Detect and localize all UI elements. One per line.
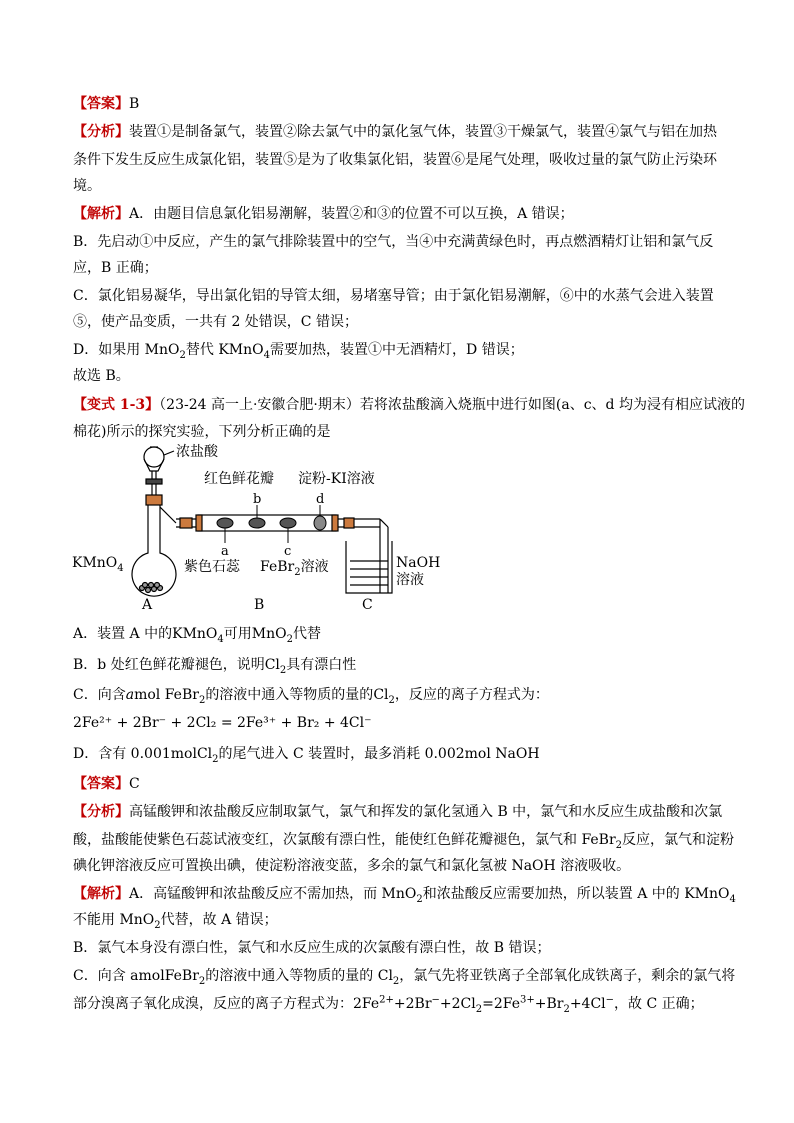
label-b: b <box>253 492 262 507</box>
explain-text: +Br <box>534 996 564 1012</box>
option-text: KMnO <box>172 626 218 642</box>
subscript: 2 <box>475 1003 483 1015</box>
subscript: 2 <box>615 839 623 851</box>
superscript: − <box>605 994 615 1006</box>
variant-stem-line-2 <box>73 423 723 441</box>
option-text: Cl <box>373 687 389 703</box>
label-naoh: NaOH <box>396 555 441 571</box>
explain-text: B．先启动①中反应，产生的氯气排除装置中的空气，当④中充满黄绿色时，再点燃酒精灯让铝和氯气反 <box>73 234 714 250</box>
explain-text: 和浓盐酸反应需要加热，所以装置 A 中的 KMnO <box>422 886 730 902</box>
analysis-tag: 【分析】 <box>73 804 129 820</box>
option-text: mol FeBr <box>134 687 199 703</box>
explain-text: A．由题目信息氯化铝易潮解，装置②和③的位置不可以互换，A 错误； <box>129 206 574 222</box>
explain-text: ，故 C 正确； <box>614 996 704 1012</box>
variant-stem: 棉花)所示的探究实验，下列分析正确的是 <box>73 424 331 440</box>
analysis-text: 境。 <box>73 178 101 194</box>
variant-stem-line-1 <box>73 396 745 414</box>
answer-value: B <box>129 96 140 112</box>
subscript: 2 <box>416 893 423 905</box>
separatory-funnel <box>144 447 174 495</box>
variant-tag: 【变式 1-3】 <box>73 397 160 413</box>
label-d: d <box>316 492 325 507</box>
beaker <box>346 541 392 593</box>
variant-stem: 若将浓盐酸滴入烧瓶中进行如图(a、c、d 均为浸有相应试液的 <box>359 397 745 413</box>
explain2-line-c2 <box>73 995 723 1013</box>
analysis-line-3 <box>73 177 723 195</box>
explain-text: D．如果用 MnO <box>73 342 180 358</box>
subscript: 4 <box>217 633 224 645</box>
option-text: 可用 <box>223 626 252 642</box>
subscript: 2 <box>212 753 219 765</box>
analysis2-line-1 <box>73 803 723 821</box>
analysis-text: 反应，氯气和淀粉 <box>622 832 735 848</box>
explain-text: 代替，故 A 错误； <box>160 912 278 928</box>
analysis-text: 装置①是制备氯气，装置②除去氯气中的氯化氢气体，装置③干燥氯气，装置④氯气与铝在加热 <box>129 124 717 140</box>
answer-tag: 【答案】 <box>73 96 129 112</box>
subscript: 2 <box>198 694 206 706</box>
subscript: 4 <box>263 349 271 361</box>
explain-text: +2Br <box>393 996 432 1012</box>
option-text: D．含有 0.001mol <box>73 746 197 762</box>
subscript: 2 <box>154 919 161 931</box>
subscript: 2 <box>392 975 400 987</box>
label-petal: 红色鲜花瓣 <box>204 471 274 487</box>
explain-text: +2Cl <box>439 996 476 1012</box>
subscript: 2 <box>388 694 395 706</box>
analysis-text: 高锰酸钾和浓盐酸反应制取氯气，氯气和挥发的氯化氢通入 B 中，氯气和水反应生成盐酸和次氯 <box>129 804 723 820</box>
superscript: 3+ <box>519 994 535 1006</box>
analysis2-line-2 <box>73 831 735 851</box>
label-kmno4: KMnO$_4$ <box>72 555 124 574</box>
analysis-tag: 【分析】 <box>73 124 129 140</box>
apparatus-figure <box>70 443 450 618</box>
explain-line-b1 <box>73 233 723 251</box>
label-naoh-solution: 溶液 <box>396 572 424 588</box>
label-a: a <box>221 544 229 559</box>
explain-tag: 【解析】 <box>73 206 129 222</box>
explain2-line-a1 <box>73 885 736 905</box>
option-text: C．向含 <box>73 687 126 703</box>
label-litmus: 紫色石蕊 <box>184 559 240 575</box>
option-b <box>73 656 723 674</box>
explain-text: 应，B 正确； <box>73 260 158 276</box>
explain-text: 的溶液中通入等物质的量的 Cl <box>205 968 393 984</box>
label-c: c <box>284 544 292 559</box>
explain-text: B．氯气本身没有漂白性，氯气和水反应生成的次氯酸有漂白性，故 B 错误； <box>73 940 551 956</box>
option-text: 具有漂白性 <box>286 657 357 673</box>
analysis-text: 酸，盐酸能使紫色石蕊试液变红，次氯酸有漂白性，能使红色鲜花瓣褪色，氯气和 FeBr <box>73 832 616 848</box>
option-text: B．b 处红色鲜花瓣褪色，说明 <box>73 657 265 673</box>
explain2-line-a2 <box>73 911 723 929</box>
explain-text: 替代 KMnO <box>185 342 264 358</box>
apparatus-diagram <box>70 443 450 618</box>
answer-tag: 【答案】 <box>73 776 129 792</box>
option-text: A．装置 A 中的 <box>73 626 173 642</box>
explain-line-b2 <box>73 259 723 277</box>
label-starch-ki: 淀粉-KI溶液 <box>298 471 375 487</box>
variant-source: （23-24 高一上·安徽合肥·期末） <box>159 397 360 413</box>
label-C: C <box>362 597 373 613</box>
option-c <box>73 686 723 704</box>
subscript: 4 <box>729 893 736 905</box>
superscript: 2+ <box>379 994 394 1006</box>
answer-value: C <box>129 776 140 792</box>
option-a <box>73 625 723 643</box>
analysis-text: 碘化钾溶液反应可置换出碘，使淀粉溶液变蓝，多余的氯气和氯化氢被 NaOH 溶液吸收。 <box>73 858 631 874</box>
explain-line-c1 <box>73 287 723 305</box>
conclusion-line <box>73 367 723 385</box>
explain-text: A．高锰酸钾和浓盐酸反应不需加热，而 MnO <box>129 886 417 902</box>
ionic-equation: 2Fe²⁺ + 2Br⁻ + 2Cl₂ = 2Fe³⁺ + Br₂ + 4Cl⁻ <box>73 715 372 731</box>
answer-line-2 <box>73 775 723 793</box>
explain-text: +4Cl <box>569 996 606 1012</box>
subscript: 2 <box>279 664 287 676</box>
subscript: 2 <box>563 1003 570 1015</box>
label-conc-hcl: 浓盐酸 <box>176 444 218 460</box>
analysis-line-1 <box>73 123 723 141</box>
option-text: 的尾气进入 C 装置时，最多消耗 0.002mol NaOH <box>218 746 540 762</box>
option-text: 代替 <box>293 626 322 642</box>
option-d <box>73 745 723 763</box>
explain2-line-b <box>73 939 723 957</box>
explain-text: C．氯化铝易凝华，导出氯化铝的导管太细，易堵塞导管；由于氯化铝易潮解，⑥中的水蒸气会进入装置 <box>73 288 714 304</box>
explain-line-c2 <box>73 313 723 331</box>
subscript: 2 <box>179 349 186 361</box>
explain-line-d <box>73 341 723 359</box>
subscript: 2 <box>198 975 206 987</box>
round-bottom-flask <box>132 495 176 596</box>
conclusion-text: 故选 B。 <box>73 368 130 384</box>
superscript: − <box>431 994 440 1006</box>
explain-tag: 【解析】 <box>73 886 129 902</box>
explain-text: C．向含 amolFeBr <box>73 968 199 984</box>
explain2-line-c1 <box>73 967 736 987</box>
option-text: a <box>125 687 135 703</box>
answer-line-1 <box>73 95 723 113</box>
option-c-equation <box>73 714 723 732</box>
explain-text: =2Fe <box>482 996 520 1012</box>
explain-text: ，氯气先将亚铁离子全部氧化成铁离子，剩余的氯气将 <box>399 968 736 984</box>
explain-text: 部分溴离子氧化成溴，反应的离子方程式为：2Fe <box>73 996 380 1012</box>
option-text: ，反应的离子方程式为： <box>394 687 549 703</box>
label-B: B <box>254 597 265 613</box>
option-text: 的溶液中通入等物质的量的 <box>205 687 374 703</box>
explain-text: ⑤，使产品变质，一共有 2 处错误，C 错误； <box>73 314 358 330</box>
label-A: A <box>142 597 153 613</box>
option-text: MnO <box>251 626 287 642</box>
analysis-line-2 <box>73 151 723 169</box>
explain-line-a <box>73 205 723 223</box>
analysis2-line-3 <box>73 857 723 875</box>
explain-text: 不能用 MnO <box>73 912 155 928</box>
subscript: 2 <box>286 633 294 645</box>
label-febr2: FeBr$_2$溶液 <box>260 559 329 578</box>
explain-text: 需要加热，装置①中无酒精灯，D 错误； <box>270 342 524 358</box>
option-text: Cl <box>264 657 280 673</box>
analysis-text: 条件下发生反应生成氯化铝，装置⑤是为了收集氯化铝，装置⑥是尾气处理，吸收过量的氯气防止污染环 <box>73 152 717 168</box>
option-text: Cl <box>196 746 213 762</box>
